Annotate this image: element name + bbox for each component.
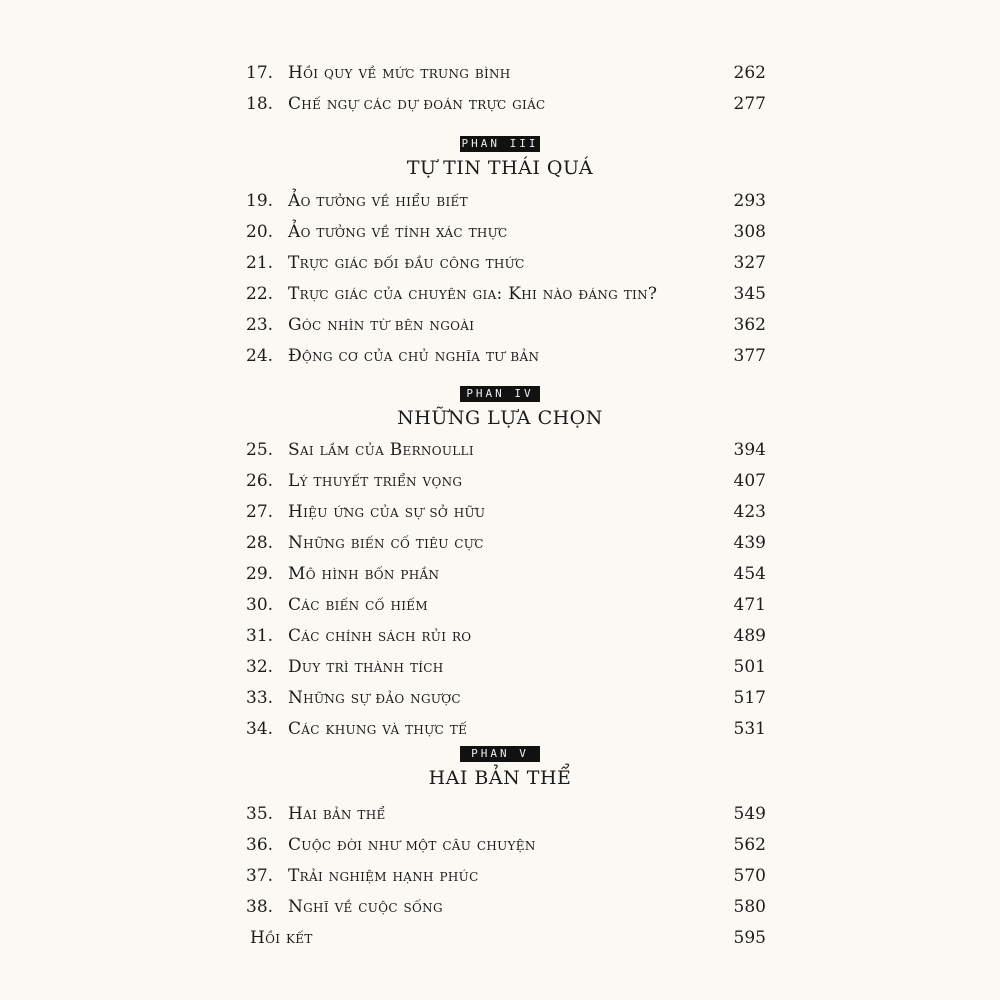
- entry-title: Ảo tưởng về tính xác thực: [288, 222, 508, 242]
- entry-page: 362: [733, 315, 766, 335]
- entry-number: 35.: [246, 804, 274, 824]
- toc-entry[interactable]: [246, 592, 766, 618]
- entry-page: 595: [733, 928, 766, 948]
- entry-number: 33.: [246, 688, 274, 708]
- toc-entry[interactable]: [246, 685, 766, 711]
- entry-page: 394: [733, 440, 766, 460]
- entry-page: 517: [733, 688, 766, 708]
- toc-entry[interactable]: [246, 654, 766, 680]
- entry-page: 471: [733, 595, 766, 615]
- entry-page: 549: [733, 804, 766, 824]
- toc-entry[interactable]: [246, 801, 766, 827]
- toc-entry[interactable]: [246, 437, 766, 463]
- entry-page: 423: [733, 502, 766, 522]
- entry-page: 562: [733, 835, 766, 855]
- entry-number: 17.: [246, 63, 274, 83]
- entry-title: Các khung và thực tế: [288, 719, 468, 739]
- part-badge: PHAN III: [461, 137, 539, 150]
- entry-number: 36.: [246, 835, 274, 855]
- entry-title: Hiệu ứng của sự sở hữu: [288, 502, 486, 522]
- entry-number: 25.: [246, 440, 274, 460]
- toc-entry[interactable]: [246, 219, 766, 245]
- entry-title: Hồi kết: [250, 928, 313, 948]
- entry-title: Sai lầm của Bernoulli: [288, 440, 474, 460]
- entry-number: 24.: [246, 346, 274, 366]
- toc-entry[interactable]: [246, 281, 766, 307]
- toc-entry[interactable]: [246, 91, 766, 117]
- entry-number: 29.: [246, 564, 274, 584]
- entry-number: 19.: [246, 191, 274, 211]
- entry-title: Hai bản thể: [288, 804, 386, 824]
- entry-title: Động cơ của chủ nghĩa tư bản: [288, 346, 540, 366]
- toc-entry[interactable]: [246, 188, 766, 214]
- toc-entry[interactable]: [246, 623, 766, 649]
- entry-number: 32.: [246, 657, 274, 677]
- entry-number: 21.: [246, 253, 274, 273]
- entry-number: 30.: [246, 595, 274, 615]
- toc-entry-conclusion[interactable]: [250, 925, 766, 951]
- entry-title: Duy trì thành tích: [288, 657, 444, 677]
- entry-title: Trực giác đối đầu công thức: [288, 253, 525, 273]
- entry-page: 531: [733, 719, 766, 739]
- entry-title: Góc nhìn từ bên ngoài: [288, 315, 475, 335]
- entry-number: 34.: [246, 719, 274, 739]
- entry-page: 345: [733, 284, 766, 304]
- entry-page: 327: [733, 253, 766, 273]
- toc-entry[interactable]: [246, 60, 766, 86]
- entry-title: Các biến cố hiếm: [288, 595, 428, 615]
- entry-number: 26.: [246, 471, 274, 491]
- entry-title: Trải nghiệm hạnh phúc: [288, 866, 479, 886]
- entry-page: 570: [733, 866, 766, 886]
- part-title: TỰ TIN THÁI QUÁ: [406, 157, 594, 179]
- entry-number: 38.: [246, 897, 274, 917]
- entry-number: 22.: [246, 284, 274, 304]
- entry-page: 308: [733, 222, 766, 242]
- toc-entry[interactable]: [246, 499, 766, 525]
- entry-page: 293: [733, 191, 766, 211]
- toc-entry[interactable]: [246, 250, 766, 276]
- entry-number: 31.: [246, 626, 274, 646]
- entry-number: 20.: [246, 222, 274, 242]
- entry-number: 23.: [246, 315, 274, 335]
- toc-entry[interactable]: [246, 894, 766, 920]
- part-title: NHỮNG LỰA CHỌN: [397, 407, 603, 429]
- entry-page: 454: [733, 564, 766, 584]
- toc-entry[interactable]: [246, 468, 766, 494]
- entry-page: 489: [733, 626, 766, 646]
- entry-title: Những sự đảo ngược: [288, 688, 461, 708]
- entry-number: 27.: [246, 502, 274, 522]
- toc-entry[interactable]: [246, 312, 766, 338]
- entry-title: Hồi quy về mức trung bình: [288, 63, 511, 83]
- entry-number: 18.: [246, 94, 274, 114]
- toc-entry[interactable]: [246, 832, 766, 858]
- toc-entry[interactable]: [246, 561, 766, 587]
- toc-entry[interactable]: [246, 530, 766, 556]
- entry-page: 377: [733, 346, 766, 366]
- entry-page: 277: [733, 94, 766, 114]
- entry-page: 262: [733, 63, 766, 83]
- entry-title: Các chính sách rủi ro: [288, 626, 472, 646]
- entry-title: Chế ngự các dự đoán trực giác: [288, 94, 546, 114]
- entry-page: 580: [733, 897, 766, 917]
- entry-title: Nghĩ về cuộc sống: [288, 897, 443, 917]
- entry-page: 439: [733, 533, 766, 553]
- entry-page: 501: [733, 657, 766, 677]
- toc-entry[interactable]: [246, 863, 766, 889]
- part-title: HAI BẢN THỂ: [428, 767, 572, 789]
- entry-number: 37.: [246, 866, 274, 886]
- part-badge: PHAN V: [460, 746, 540, 762]
- entry-title: Trực giác của chuyên gia: Khi nào đáng tin?: [288, 284, 658, 304]
- entry-title: Mô hình bốn phần: [288, 564, 440, 584]
- part-badge: PHAN IV: [460, 386, 540, 402]
- entry-number: 28.: [246, 533, 274, 553]
- toc-entry[interactable]: [246, 716, 766, 742]
- entry-title: Những biến cố tiêu cực: [288, 533, 484, 553]
- entry-page: 407: [733, 471, 766, 491]
- entry-title: Lý thuyết triển vọng: [288, 471, 463, 491]
- entry-title: Ảo tưởng về hiểu biết: [288, 191, 468, 211]
- toc-entry[interactable]: [246, 343, 766, 369]
- entry-title: Cuộc đời như một câu chuyện: [288, 835, 536, 855]
